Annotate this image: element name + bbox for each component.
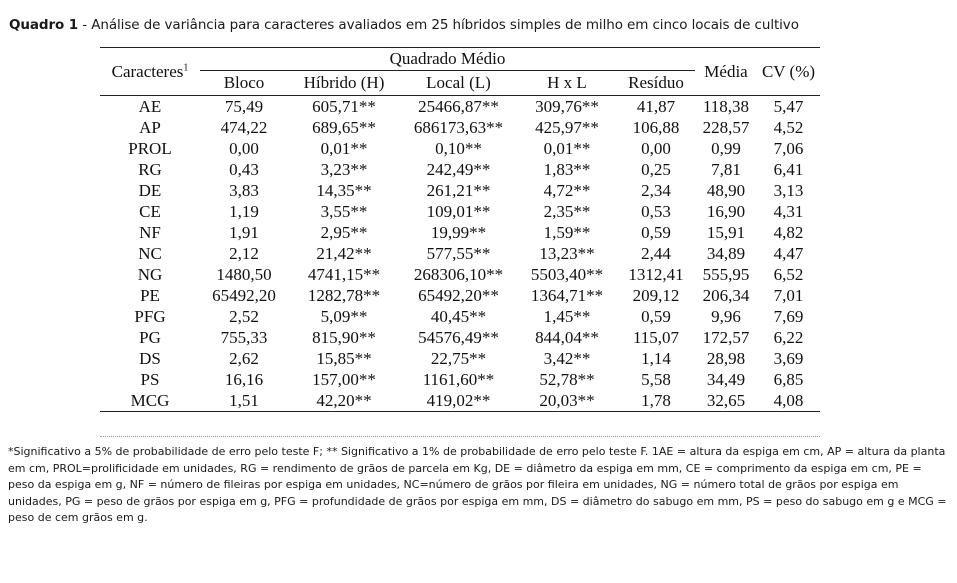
cell-local: 242,49** (426, 160, 491, 179)
cell-media: 32,65 (695, 390, 757, 412)
cell-local: 261,21** (426, 181, 491, 200)
cell-media: 9,96 (711, 307, 741, 326)
table-caption (9, 17, 949, 33)
table-row (100, 243, 820, 264)
cell-hibrido: 157,00** (312, 370, 376, 389)
cell-cv: 4,52 (773, 118, 804, 137)
cell-hxl: 3,42** (543, 349, 591, 368)
cell-hxl: 1,83** (543, 160, 591, 179)
cell-carater: DE (138, 181, 162, 200)
cell-bloco: 474,22 (220, 118, 268, 137)
cell-residuo: 0,59 (641, 223, 671, 242)
cell-carater: MCG (100, 390, 200, 412)
cell-residuo: 0,25 (641, 160, 671, 179)
cell-residuo: 41,87 (636, 97, 676, 116)
cell-cv: 3,69 (773, 349, 804, 368)
cell-bloco: 755,33 (220, 328, 268, 347)
cell-hxl: 1,45** (543, 307, 591, 326)
cell-media: 34,89 (706, 244, 746, 263)
cell-hxl: 52,78** (539, 370, 595, 389)
cell-bloco: 1,51 (200, 390, 288, 412)
cell-carater: AP (139, 118, 161, 137)
cell-carater: PFG (134, 307, 166, 326)
cell-media: 7,81 (711, 160, 741, 179)
cell-cv: 4,47 (773, 244, 804, 263)
cell-bloco: 1,19 (229, 202, 259, 221)
table-row (100, 264, 820, 285)
cell-carater: RG (138, 160, 162, 179)
cell-hibrido: 689,65** (312, 118, 376, 137)
caption-text: - Análise de variância para caracteres avaliados em 25 híbridos simples de milho em cinco locais de cultivo (78, 17, 799, 33)
cell-bloco: 1480,50 (216, 265, 272, 284)
cell-local: 686173,63** (413, 118, 504, 137)
cell-residuo: 0,00 (641, 139, 671, 158)
cell-media: 206,34 (702, 286, 750, 305)
table-row (100, 348, 820, 369)
cell-local: 0,10** (435, 139, 482, 158)
cell-hibrido: 2,95** (320, 223, 368, 242)
table-row (100, 390, 820, 412)
cell-residuo: 1312,41 (628, 265, 684, 284)
cell-residuo: 2,44 (641, 244, 671, 263)
cell-carater: DS (139, 349, 161, 368)
footnote (8, 444, 948, 527)
table-row (100, 159, 820, 180)
cell-local: 419,02** (400, 390, 517, 412)
cell-hibrido: 3,55** (320, 202, 368, 221)
cell-residuo: 1,78 (617, 390, 695, 412)
cell-carater: NC (138, 244, 162, 263)
cell-bloco: 0,00 (229, 139, 259, 158)
anova-table (100, 47, 820, 412)
cell-carater: CE (139, 202, 161, 221)
cell-hxl: 1,59** (543, 223, 591, 242)
cell-residuo: 106,88 (632, 118, 680, 137)
cell-hibrido: 3,23** (320, 160, 368, 179)
cell-hibrido: 5,09** (320, 307, 368, 326)
cell-residuo: 115,07 (632, 328, 680, 347)
cell-hibrido: 21,42** (316, 244, 372, 263)
header-caracteres-footnote: 1 (183, 61, 189, 73)
cell-cv: 7,69 (773, 307, 804, 326)
cell-residuo: 0,59 (641, 307, 671, 326)
cell-local: 577,55** (426, 244, 491, 263)
cell-local: 65492,20** (418, 286, 499, 305)
cell-carater: NG (137, 265, 163, 284)
cell-hibrido: 605,71** (312, 97, 376, 116)
table-row (100, 327, 820, 348)
cell-media: 118,38 (702, 97, 750, 116)
cell-carater: AE (138, 97, 162, 116)
cell-hibrido: 815,90** (312, 328, 376, 347)
cell-hxl: 13,23** (539, 244, 595, 263)
anova-table-container (100, 47, 820, 412)
cell-media: 15,91 (706, 223, 746, 242)
header-quadrado-medio: Quadrado Médio (200, 48, 695, 71)
cell-cv: 4,08 (757, 390, 820, 412)
table-row (100, 96, 820, 118)
table-row (100, 117, 820, 138)
header-cv: CV (%) (757, 48, 820, 96)
cell-cv: 6,85 (773, 370, 804, 389)
cell-local: 109,01** (426, 202, 491, 221)
cell-carater: PE (140, 286, 160, 305)
cell-local: 22,75** (430, 349, 487, 368)
cell-hxl: 309,76** (535, 97, 599, 116)
cell-residuo: 209,12 (632, 286, 680, 305)
header-local: Local (L) (400, 71, 517, 96)
cell-hibrido: 0,01** (320, 139, 368, 158)
header-hibrido: Híbrido (H) (288, 71, 400, 96)
cell-residuo: 0,53 (641, 202, 671, 221)
table-row (100, 201, 820, 222)
cell-hxl: 2,35** (543, 202, 591, 221)
cell-hibrido: 1282,78** (307, 286, 381, 305)
cell-cv: 4,82 (773, 223, 804, 242)
cell-bloco: 16,16 (224, 370, 264, 389)
cell-cv: 6,22 (773, 328, 804, 347)
cell-media: 0,99 (711, 139, 741, 158)
cell-local: 25466,87** (418, 97, 499, 116)
header-residuo: Resíduo (617, 71, 695, 96)
table-row (100, 180, 820, 201)
cell-hxl: 5503,40** (530, 265, 604, 284)
caption-label: Quadro 1 (9, 17, 79, 33)
cell-carater: PG (139, 328, 161, 347)
cell-bloco: 2,12 (229, 244, 259, 263)
cell-cv: 6,52 (773, 265, 804, 284)
cell-bloco: 75,49 (224, 97, 264, 116)
header-bloco: Bloco (200, 71, 288, 96)
cell-media: 172,57 (702, 328, 750, 347)
cell-residuo: 1,14 (641, 349, 671, 368)
cell-hibrido: 14,35** (316, 181, 372, 200)
cell-local: 268306,10** (413, 265, 504, 284)
cell-hxl: 844,04** (535, 328, 599, 347)
cell-media: 555,95 (702, 265, 750, 284)
cell-carater: PS (140, 370, 160, 389)
header-hxl: H x L (517, 71, 617, 96)
cell-bloco: 3,83 (229, 181, 259, 200)
cell-bloco: 1,91 (229, 223, 259, 242)
table-row (100, 306, 820, 327)
cell-local: 40,45** (430, 307, 487, 326)
cell-hxl: 20,03** (517, 390, 617, 412)
cell-local: 54576,49** (418, 328, 499, 347)
cell-hxl: 4,72** (543, 181, 591, 200)
cell-cv: 6,41 (773, 160, 804, 179)
cell-cv: 3,13 (773, 181, 804, 200)
table-row (100, 138, 820, 159)
cell-hibrido: 42,20** (288, 390, 400, 412)
cell-cv: 7,01 (773, 286, 804, 305)
cell-carater: PROL (128, 139, 172, 158)
cell-cv: 5,47 (773, 97, 804, 116)
table-body (100, 96, 820, 412)
cell-bloco: 65492,20 (212, 286, 276, 305)
cell-hibrido: 4741,15** (307, 265, 381, 284)
cell-media: 228,57 (702, 118, 750, 137)
cell-media: 16,90 (706, 202, 746, 221)
cell-cv: 7,06 (773, 139, 804, 158)
cell-hxl: 1364,71** (530, 286, 604, 305)
cell-cv: 4,31 (773, 202, 804, 221)
cell-bloco: 2,62 (229, 349, 259, 368)
cropped-line-artifact (100, 436, 820, 439)
cell-bloco: 0,43 (229, 160, 259, 179)
cell-bloco: 2,52 (229, 307, 259, 326)
cell-residuo: 5,58 (641, 370, 671, 389)
table-row (100, 285, 820, 306)
header-caracteres: Caracteres$^1$ (100, 48, 200, 96)
cell-media: 28,98 (706, 349, 746, 368)
header-media: Média (695, 48, 757, 96)
cell-hxl: 0,01** (543, 139, 591, 158)
cell-hxl: 425,97** (535, 118, 599, 137)
cell-media: 34,49 (706, 370, 746, 389)
cell-local: 1161,60** (422, 370, 495, 389)
cell-carater: NF (139, 223, 161, 242)
cell-hibrido: 15,85** (316, 349, 372, 368)
cell-media: 48,90 (706, 181, 746, 200)
table-row (100, 369, 820, 390)
table-row (100, 222, 820, 243)
footnote-text: *Significativo a 5% de probabilidade de erro pelo teste F; ** Significativo a 1% de probabilidade de erro pelo teste F. 1AE = altura da espiga em cm, AP = altura da planta em cm, PROL=prolificidade em unidades, RG = rendimento de grãos de parcela em Kg, DE = diâmetro da espiga em mm, CE = comprimento da espiga em cm, PE = peso da espiga em g, NF = número de fileiras por espiga em unidades, NC=número de grãos por fileira em unidades, NG = número total de grãos por espiga em unidades, PG = peso de grãos por espiga em g, PFG = profundidade de grãos por espiga em mm, DS = diâmetro do sabugo em mm, PS = peso do sabugo em g e MCG = peso de cem grãos em g. (8, 445, 947, 524)
cell-residuo: 2,34 (641, 181, 671, 200)
cell-local: 19,99** (430, 223, 487, 242)
